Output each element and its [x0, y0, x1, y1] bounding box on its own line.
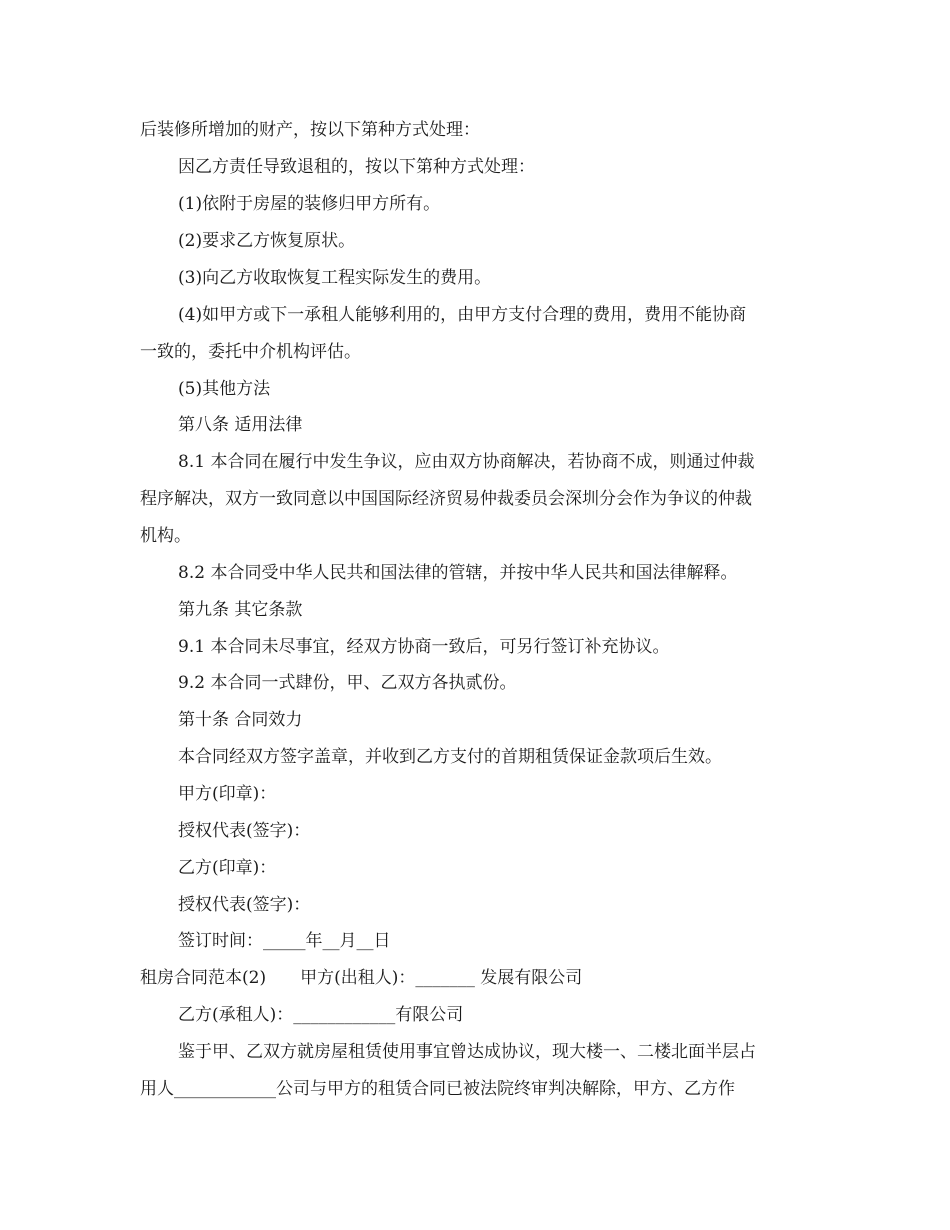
signing-date: 签订时间：_____年__月__日: [178, 931, 391, 951]
section-heading: 第八条 适用法律: [178, 415, 303, 435]
text-line: 鉴于甲、乙双方就房屋租赁使用事宜曾达成协议，现大楼一、二楼北面半层占: [178, 1042, 756, 1062]
clause-text: 程序解决，双方一致同意以中国国际经济贸易仲裁委员会深圳分会作为争议的仲裁: [140, 489, 752, 509]
clause-text: 9.2 本合同一式肆份，甲、乙双方各执贰份。: [178, 673, 517, 693]
clause-text: 本合同经双方签字盖章，并收到乙方支付的首期租赁保证金款项后生效。: [178, 747, 722, 767]
signature-field: 乙方(印章)：: [178, 858, 277, 878]
signature-field: 甲方(印章)：: [178, 784, 277, 804]
text-line: 用人____________公司与甲方的租赁合同已被法院终审判决解除，甲方、乙方作: [140, 1079, 735, 1099]
text-line: 后装修所增加的财产，按以下第种方式处理：: [140, 120, 480, 140]
party-line: 乙方(承租人)：____________有限公司: [178, 1005, 464, 1025]
list-item: (5)其他方法: [178, 379, 271, 399]
clause-text: 8.1 本合同在履行中发生争议，应由双方协商解决，若协商不成，则通过仲裁: [178, 452, 755, 472]
list-item: (1)依附于房屋的装修归甲方所有。: [178, 194, 441, 214]
list-item: (4)如甲方或下一承租人能够利用的，由甲方支付合理的费用，费用不能协商: [178, 305, 747, 325]
text-line: 一致的，委托中介机构评估。: [140, 342, 361, 362]
contract-title: 租房合同范本(2) 甲方(出租人)：_______ 发展有限公司: [140, 968, 583, 988]
list-item: (2)要求乙方恢复原状。: [178, 231, 356, 251]
text-line: 因乙方责任导致退租的，按以下第种方式处理：: [178, 157, 535, 177]
section-heading: 第九条 其它条款: [178, 600, 303, 620]
section-heading: 第十条 合同效力: [178, 710, 303, 730]
list-item: (3)向乙方收取恢复工程实际发生的费用。: [178, 268, 492, 288]
clause-text: 9.1 本合同未尽事宜，经双方协商一致后，可另行签订补充协议。: [178, 637, 670, 657]
signature-field: 授权代表(签字)：: [178, 821, 311, 841]
clause-text: 机构。: [140, 526, 191, 546]
clause-text: 8.2 本合同受中华人民共和国法律的管辖，并按中华人民共和国法律解释。: [178, 563, 738, 583]
signature-field: 授权代表(签字)：: [178, 895, 311, 915]
